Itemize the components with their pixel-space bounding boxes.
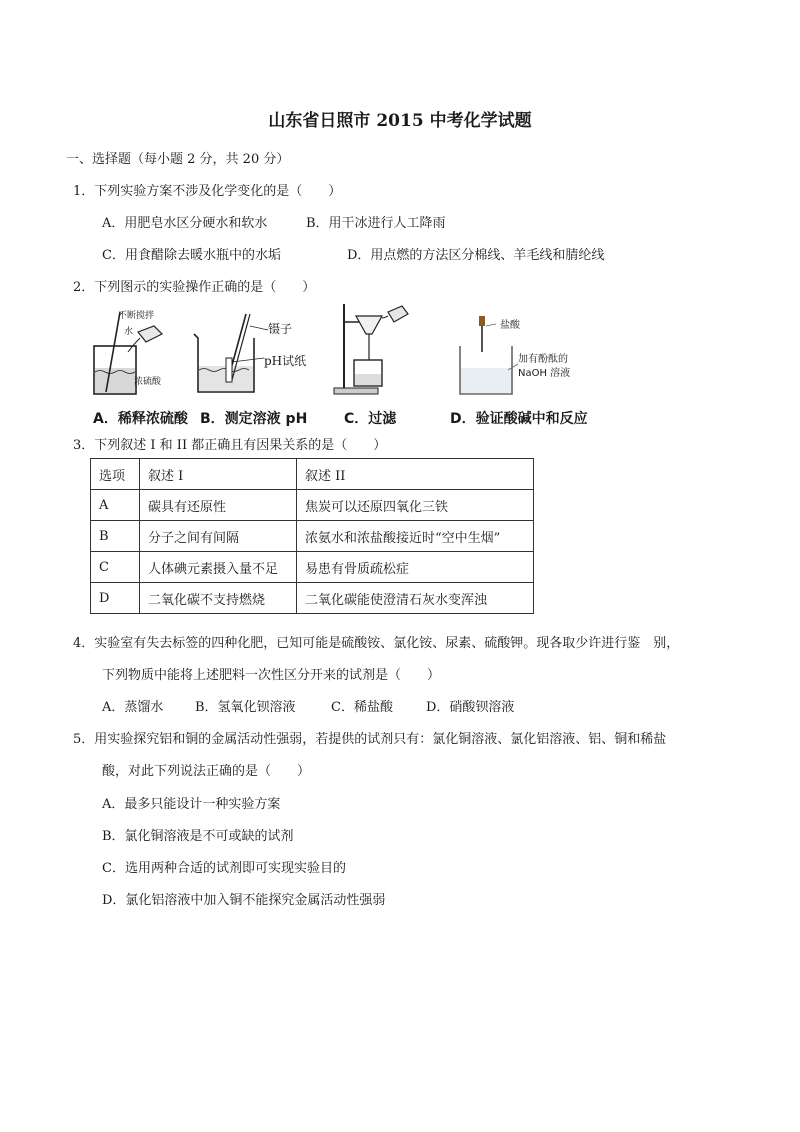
- figure-d-caption: D．验证酸碱中和反应: [450, 411, 588, 427]
- q4-option-b: B．氢氧化钡溶液: [195, 700, 296, 715]
- table-cell: 分子之间有间隔: [140, 521, 297, 552]
- section-heading: 一、选择题（每小题 2 分，共 20 分）: [66, 152, 290, 167]
- q5-option-c: C．选用两种合适的试剂即可实现实验目的: [102, 861, 346, 876]
- q1-option-d: D．用点燃的方法区分棉线、羊毛线和腈纶线: [347, 248, 605, 263]
- table-cell: 二氧化碳不支持燃烧: [140, 583, 297, 614]
- figure-d: [452, 312, 582, 398]
- q3-stem: 3．下列叙述 I 和 II 都正确且有因果关系的是（ ）: [73, 438, 387, 453]
- figure-a-label-water: 水: [124, 327, 134, 337]
- table-row: [91, 552, 534, 583]
- figure-d-label-phenolphthalein: 加有酚酞的: [518, 354, 568, 365]
- header-option: 选项: [91, 459, 140, 490]
- table-cell: A: [91, 490, 140, 521]
- table-cell: 易患有骨质疏松症: [297, 552, 534, 583]
- header-statement-2: 叙述 II: [297, 459, 534, 490]
- q4-option-d: D．硝酸钡溶液: [426, 700, 515, 715]
- q5-option-d: D．氯化铝溶液中加入铜不能探究金属活动性强弱: [102, 893, 386, 908]
- figure-d-label-naoh: NaOH 溶液: [518, 368, 571, 379]
- table-cell: 人体碘元素摄入量不足: [140, 552, 297, 583]
- q1-option-c: C．用食醋除去暖水瓶中的水垢: [102, 248, 281, 263]
- table-cell: 二氧化碳能使澄清石灰水变浑浊: [297, 583, 534, 614]
- table-row: [91, 521, 534, 552]
- q5-option-a: A．最多只能设计一种实验方案: [102, 797, 281, 812]
- q1-option-a: A．用肥皂水区分硬水和软水: [102, 216, 268, 231]
- table-cell: 碳具有还原性: [140, 490, 297, 521]
- table-cell: D: [91, 583, 140, 614]
- header-statement-1: 叙述 I: [140, 459, 297, 490]
- q4-option-c: C．稀盐酸: [331, 700, 393, 715]
- table-cell: C: [91, 552, 140, 583]
- table-cell: 浓氨水和浓盐酸接近时“空中生烟”: [297, 521, 534, 552]
- figure-c: [330, 298, 416, 398]
- q4-stem-line1: 4．实验室有失去标签的四种化肥，已知可能是硫酸铵、氯化铵、尿素、硫酸钾。现各取少许进行鉴 别，: [73, 636, 680, 651]
- page-title: 山东省日照市 2015 中考化学试题: [268, 111, 532, 131]
- figure-b-label-ph-paper: pH试纸: [264, 354, 307, 368]
- q4-option-a: A．蒸馏水: [102, 700, 164, 715]
- q2-stem: 2．下列图示的实验操作正确的是（ ）: [73, 280, 316, 295]
- figure-d-label-acid: 盐酸: [500, 320, 520, 331]
- q4-stem-line2: 下列物质中能将上述肥料一次性区分开来的试剂是（ ）: [102, 668, 441, 683]
- figure-b: [188, 306, 307, 398]
- figure-b-caption: B．测定溶液 pH: [200, 411, 308, 427]
- table-row: [91, 490, 534, 521]
- q3-table: [90, 458, 534, 614]
- q5-stem-line2: 酸，对此下列说法正确的是（ ）: [102, 764, 311, 779]
- figure-b-label-tweezers: 镊子: [268, 322, 293, 336]
- table-header-row: [91, 459, 534, 490]
- figure-a: [86, 302, 178, 398]
- table-row: [91, 583, 534, 614]
- q1-option-b: B．用干冰进行人工降雨: [306, 216, 446, 231]
- q1-stem: 1．下列实验方案不涉及化学变化的是（ ）: [73, 184, 342, 199]
- table-cell: B: [91, 521, 140, 552]
- table-cell: 焦炭可以还原四氧化三铁: [297, 490, 534, 521]
- figure-a-caption: A．稀释浓硫酸: [93, 411, 188, 427]
- q5-option-b: B．氯化铜溶液是不可或缺的试剂: [102, 829, 294, 844]
- figure-a-label-stir: 不断搅拌: [118, 311, 155, 321]
- figure-a-label-acid: 浓硫酸: [134, 377, 162, 387]
- q5-stem-line1: 5．用实验探究铝和铜的金属活动性强弱，若提供的试剂只有：氯化铜溶液、氯化铝溶液、铝、铜和稀盐: [73, 732, 667, 747]
- figure-c-caption: C．过滤: [344, 411, 397, 427]
